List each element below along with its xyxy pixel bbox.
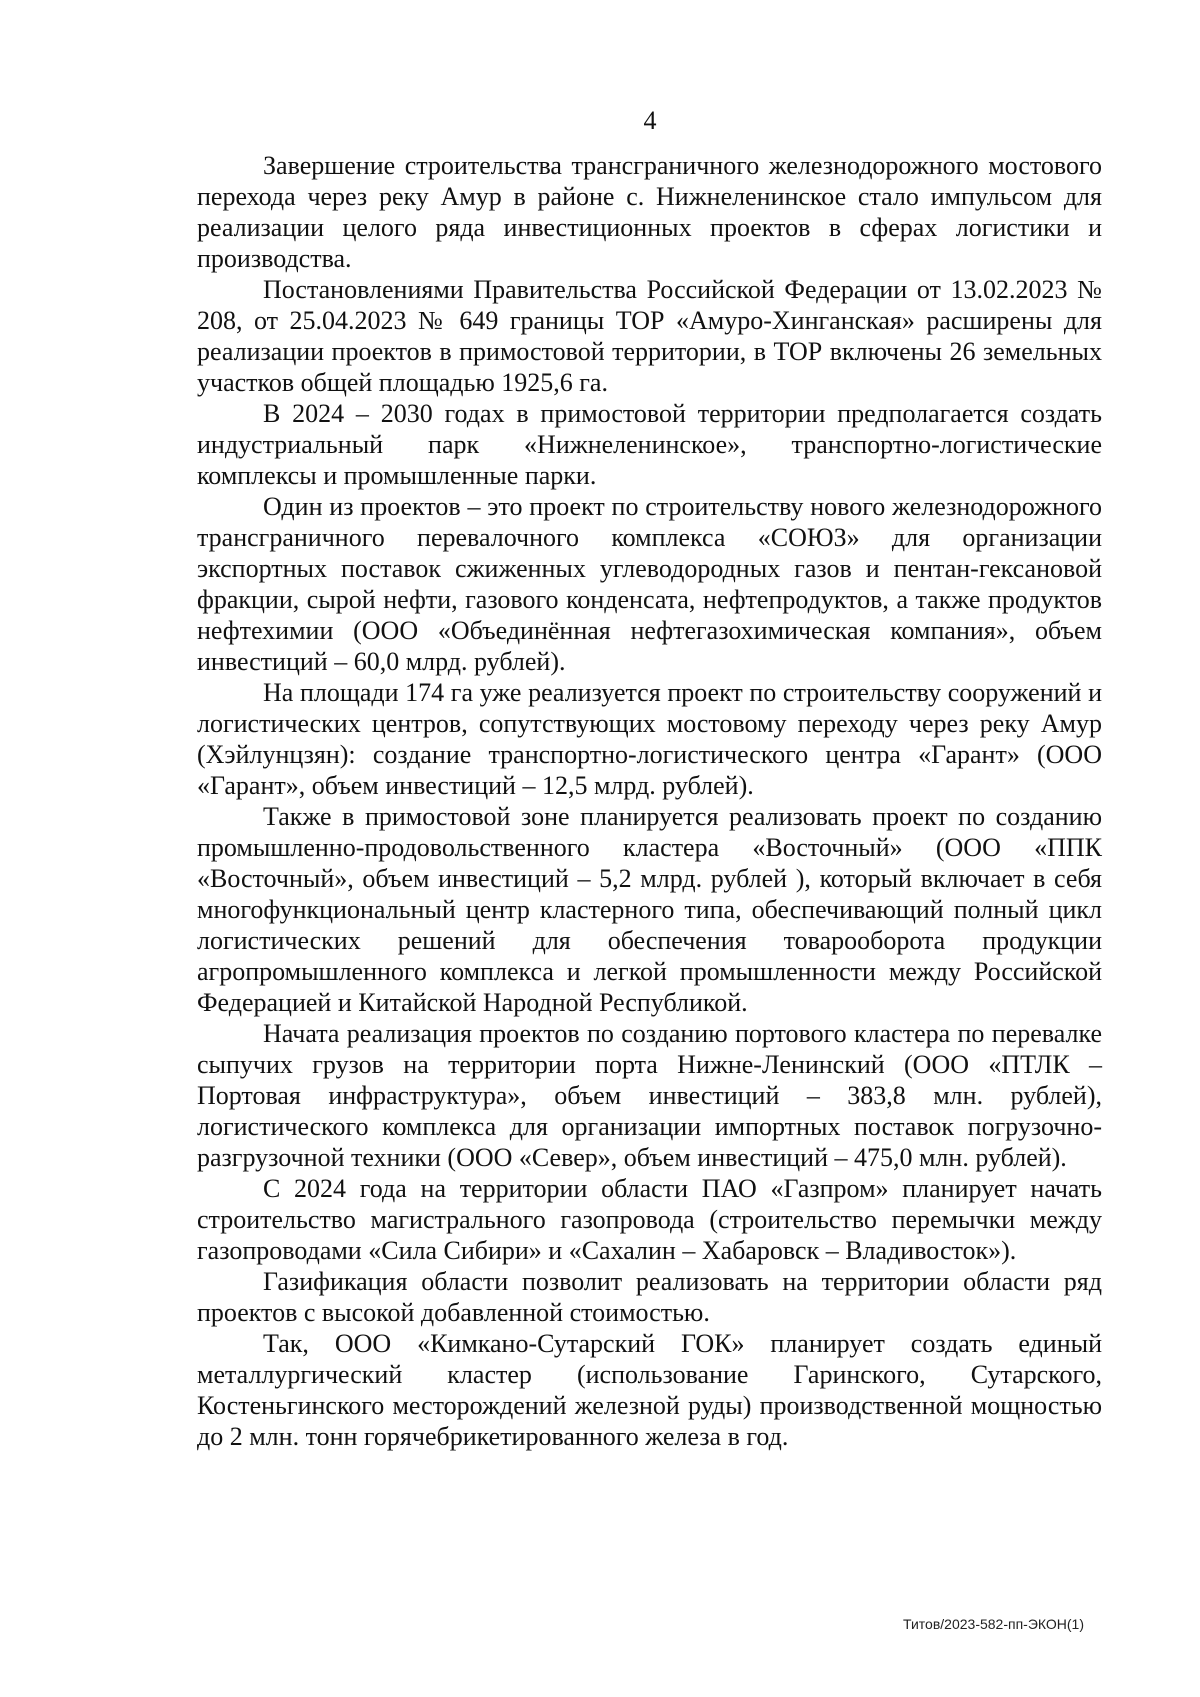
paragraph: Завершение строительства трансграничного железнодорожного мостового перехода через реку Амур в районе с. Нижнеленинское стало импульсом для реализации целого ряда инвестиционных проектов в сферах логистики и производства. bbox=[197, 151, 1102, 273]
paragraph: Начата реализация проектов по созданию портового кластера по перевалке сыпучих грузов на территории порта Нижне-Ленинский (ООО «ПТЛК – Портовая инфраструктура», объем инвестиций – 383,8 млн. рублей), логистического комплекса для организации импортных поставок погрузочно-разгрузочной техники (ООО «Север», объем инвестиций – 475,0 млн. рублей). bbox=[197, 1019, 1102, 1172]
paragraph: На площади 174 га уже реализуется проект по строительству сооружений и логистических центров, сопутствующих мостовому переходу через реку Амур (Хэйлунцзян): создание транспортно-логистического центра «Гарант» (ООО «Гарант», объем инвестиций – 12,5 млрд. рублей). bbox=[197, 678, 1102, 800]
paragraph: Также в примостовой зоне планируется реализовать проект по созданию промышленно-продовольственного кластера «Восточный» (ООО «ППК «Восточный», объем инвестиций – 5,2 млрд. рублей ), который включает в себя многофункциональный центр кластерного типа, обеспечивающий полный цикл логистических решений для обеспечения товарооборота продукции агропромышленного комплекса и легкой промышленности между Российской Федерацией и Китайской Народной Республикой. bbox=[197, 802, 1102, 1017]
document-body bbox=[197, 150, 1102, 1452]
paragraph: В 2024 – 2030 годах в примостовой территории предполагается создать индустриальный парк «Нижнеленинское», транспортно-логистические комплексы и промышленные парки. bbox=[197, 399, 1102, 490]
page-number: 4 bbox=[643, 106, 657, 135]
paragraph: Один из проектов – это проект по строительству нового железнодорожного трансграничного перевалочного комплекса «СОЮЗ» для организации экспортных поставок сжиженных углеводородных газов и пентан-гексановой фракции, сырой нефти, газового конденсата, нефтепродуктов, а также продуктов нефтехимии (ООО «Объединённая нефтегазохимическая компания», объем инвестиций – 60,0 млрд. рублей). bbox=[197, 492, 1102, 676]
paragraph: Постановлениями Правительства Российской Федерации от 13.02.2023 № 208, от 25.04.2023 № 649 границы ТОР «Амуро-Хинганская» расширены для реализации проектов в примостовой территории, в ТОР включены 26 земельных участков общей площадью 1925,6 га. bbox=[197, 275, 1102, 397]
paragraph: Газификация области позволит реализовать на территории области ряд проектов с высокой добавленной стоимостью. bbox=[197, 1267, 1102, 1327]
document-footer-code: Титов/2023-582-пп-ЭКОН(1) bbox=[903, 1616, 1084, 1632]
paragraph: С 2024 года на территории области ПАО «Газпром» планирует начать строительство магистрального газопровода (строительство перемычки между газопроводами «Сила Сибири» и «Сахалин – Хабаровск – Владивосток»). bbox=[197, 1174, 1102, 1265]
paragraph: Так, ООО «Кимкано-Сутарский ГОК» планирует создать единый металлургический кластер (использование Гаринского, Сутарского, Костеньгинского месторождений железной руды) производственной мощностью до 2 млн. тонн горячебрикетированного железа в год. bbox=[197, 1329, 1102, 1451]
